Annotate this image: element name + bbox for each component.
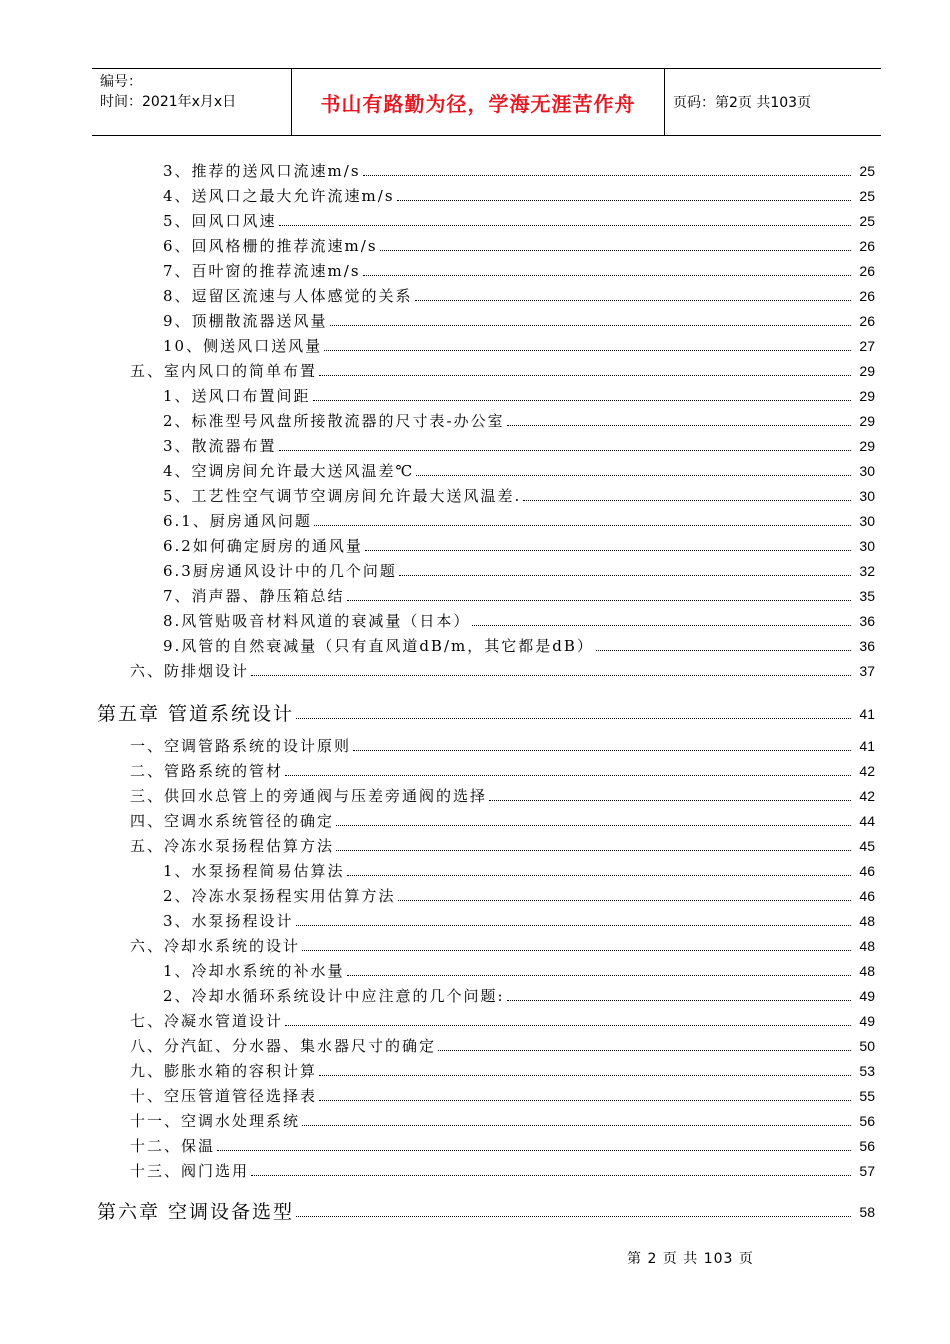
toc-entry-page: 42 <box>859 763 875 779</box>
toc-entry-title: 1、水泵扬程简易估算法 <box>163 862 345 880</box>
toc-entry-page: 41 <box>859 738 875 754</box>
toc-entry-page: 56 <box>859 1113 875 1129</box>
toc-entry-title: 9、顶棚散流器送风量 <box>163 312 328 330</box>
toc-entry[interactable] <box>0 1033 875 1055</box>
dot-leader <box>415 299 851 301</box>
dot-leader <box>363 174 851 176</box>
toc-entry-page: 30 <box>859 463 875 479</box>
dot-leader <box>251 674 851 676</box>
toc-entry[interactable] <box>0 1058 875 1080</box>
toc-entry-title: 2、标准型号风盘所接散流器的尺寸表-办公室 <box>163 412 505 430</box>
toc-entry-page: 26 <box>859 238 875 254</box>
toc-entry-page: 29 <box>859 438 875 454</box>
toc-entry-page: 30 <box>859 538 875 554</box>
dot-leader <box>365 549 851 551</box>
toc-entry-title: 第六章 空调设备选型 <box>97 1201 295 1223</box>
toc-entry-page: 49 <box>859 988 875 1004</box>
toc-entry-page: 58 <box>859 1204 875 1220</box>
dot-leader <box>319 1099 851 1101</box>
toc-entry[interactable] <box>0 758 875 780</box>
toc-entry[interactable] <box>0 1133 875 1155</box>
dot-leader <box>313 399 851 401</box>
toc-entry[interactable] <box>0 458 875 480</box>
toc-entry[interactable] <box>0 1193 875 1221</box>
toc-entry[interactable] <box>0 1083 875 1105</box>
dot-leader <box>296 924 851 926</box>
dot-leader <box>302 949 851 951</box>
toc-entry-page: 42 <box>859 788 875 804</box>
number-label: 编号： <box>100 74 142 90</box>
dot-leader <box>347 974 851 976</box>
toc-entry-title: 4、送风口之最大允许流速m/s <box>163 187 395 205</box>
dot-leader <box>523 499 851 501</box>
toc-entry-title: 6、回风格栅的推荐流速m/s <box>163 237 378 255</box>
toc-entry[interactable] <box>0 433 875 455</box>
dot-leader <box>217 1149 851 1151</box>
toc-entry-title: 十一、空调水处理系统 <box>130 1112 301 1130</box>
toc-entry[interactable] <box>0 783 875 805</box>
page-footer: 第 2 页 共 103 页 <box>627 1251 754 1267</box>
toc-entry[interactable] <box>0 383 875 405</box>
dot-leader <box>438 1049 851 1051</box>
dot-leader <box>347 874 851 876</box>
dot-leader <box>314 524 851 526</box>
toc-entry[interactable] <box>0 608 875 630</box>
dot-leader <box>397 199 851 201</box>
dot-leader <box>296 1215 851 1217</box>
toc-entry-title: 8、逗留区流速与人体感觉的关系 <box>163 287 413 305</box>
toc-entry-title: 六、防排烟设计 <box>130 662 250 680</box>
toc-entry-title: 6.2如何确定厨房的通风量 <box>163 537 363 555</box>
toc-entry-title: 6.1、厨房通风问题 <box>163 512 312 530</box>
dot-leader <box>285 774 851 776</box>
toc-entry-page: 36 <box>859 613 875 629</box>
toc-entry[interactable] <box>0 158 875 180</box>
toc-entry[interactable] <box>0 858 875 880</box>
toc-entry[interactable] <box>0 583 875 605</box>
toc-entry[interactable] <box>0 908 875 930</box>
toc-entry[interactable] <box>0 1008 875 1030</box>
dot-leader <box>285 1024 851 1026</box>
dot-leader <box>330 324 851 326</box>
toc-entry-page: 48 <box>859 913 875 929</box>
toc-entry-title: 5、工艺性空气调节空调房间允许最大送风温差. <box>163 487 522 505</box>
toc-entry-title: 2、冷却水循环系统设计中应注意的几个问题: <box>163 987 505 1005</box>
toc-entry[interactable] <box>0 258 875 280</box>
dot-leader <box>399 574 851 576</box>
toc-entry-page: 57 <box>859 1163 875 1179</box>
dot-leader <box>489 799 851 801</box>
toc-entry-page: 26 <box>859 288 875 304</box>
dot-leader <box>507 999 851 1001</box>
dot-leader <box>398 899 851 901</box>
header-page-cell <box>665 69 881 135</box>
toc-entry-title: 五、室内风口的简单布置 <box>130 362 318 380</box>
dot-leader <box>324 349 851 351</box>
toc-entry-title: 3、散流器布置 <box>163 437 277 455</box>
toc-entry-page: 45 <box>859 838 875 854</box>
toc-entry-page: 41 <box>859 706 875 722</box>
toc-entry[interactable] <box>0 1108 875 1130</box>
header-motto-cell <box>292 69 665 135</box>
toc-entry[interactable] <box>0 233 875 255</box>
toc-entry[interactable] <box>0 833 875 855</box>
toc-entry[interactable] <box>0 695 875 723</box>
toc-entry[interactable] <box>0 408 875 430</box>
toc-entry[interactable] <box>0 883 875 905</box>
toc-entry-title: 6.3厨房通风设计中的几个问题 <box>163 562 397 580</box>
toc-entry-title: 2、冷冻水泵扬程实用估算方法 <box>163 887 396 905</box>
dot-leader <box>302 1124 851 1126</box>
toc-entry-page: 46 <box>859 888 875 904</box>
toc-entry-title: 三、供回水总管上的旁通阀与压差旁通阀的选择 <box>130 787 488 805</box>
dot-leader <box>336 824 851 826</box>
toc-entry-page: 29 <box>859 388 875 404</box>
toc-entry-title: 十三、阀门选用 <box>130 1162 250 1180</box>
dot-leader <box>319 374 851 376</box>
toc-entry-page: 27 <box>859 338 875 354</box>
toc-entry-page: 56 <box>859 1138 875 1154</box>
toc-entry-title: 8.风管贴吸音材料风道的衰减量（日本） <box>163 612 471 630</box>
dot-leader <box>251 1174 851 1176</box>
toc-entry-page: 25 <box>859 188 875 204</box>
toc-entry-page: 53 <box>859 1063 875 1079</box>
toc-entry-page: 48 <box>859 938 875 954</box>
toc-entry-page: 32 <box>859 563 875 579</box>
toc-entry-page: 29 <box>859 363 875 379</box>
toc-entry[interactable] <box>0 183 875 205</box>
toc-entry-page: 29 <box>859 413 875 429</box>
toc-entry-page: 46 <box>859 863 875 879</box>
header-meta <box>92 69 292 135</box>
dot-leader <box>336 849 851 851</box>
toc-entry-title: 3、水泵扬程设计 <box>163 912 294 930</box>
toc-entry-page: 55 <box>859 1088 875 1104</box>
toc-entry[interactable] <box>0 808 875 830</box>
toc-entry-page: 25 <box>859 213 875 229</box>
toc-entry-page: 35 <box>859 588 875 604</box>
toc-entry-title: 10、侧送风口送风量 <box>163 337 323 355</box>
toc-entry-page: 26 <box>859 263 875 279</box>
toc-entry-page: 26 <box>859 313 875 329</box>
dot-leader <box>472 624 851 626</box>
toc-entry[interactable] <box>0 933 875 955</box>
toc-entry-title: 5、回风口风速 <box>163 212 277 230</box>
motto: 书山有路勤为径，学海无涯苦作舟 <box>320 91 636 116</box>
toc-entry-title: 四、空调水系统管径的确定 <box>130 812 335 830</box>
dot-leader <box>319 1074 851 1076</box>
toc-entry[interactable] <box>0 658 875 680</box>
toc-entry-title: 六、冷却水系统的设计 <box>130 937 301 955</box>
toc-entry[interactable] <box>0 508 875 530</box>
toc-entry-title: 7、百叶窗的推荐流速m/s <box>163 262 361 280</box>
dot-leader <box>416 474 851 476</box>
toc-entry-title: 一、空调管路系统的设计原则 <box>130 737 352 755</box>
toc-entry-page: 25 <box>859 163 875 179</box>
dot-leader <box>380 249 851 251</box>
dot-leader <box>507 424 851 426</box>
dot-leader <box>279 224 851 226</box>
dot-leader <box>347 599 851 601</box>
toc-entry-title: 九、膨胀水箱的容积计算 <box>130 1062 318 1080</box>
toc-entry-page: 37 <box>859 663 875 679</box>
toc-entry-page: 30 <box>859 488 875 504</box>
toc-entry[interactable] <box>0 483 875 505</box>
toc-entry-page: 30 <box>859 513 875 529</box>
toc-entry-title: 1、送风口布置间距 <box>163 387 311 405</box>
toc-entry[interactable] <box>0 633 875 655</box>
toc-entry-title: 第五章 管道系统设计 <box>97 703 295 725</box>
toc-entry-page: 36 <box>859 638 875 654</box>
time-label: 时间：2021年x月x日 <box>100 94 237 110</box>
dot-leader <box>353 749 851 751</box>
toc-entry[interactable] <box>0 333 875 355</box>
dot-leader <box>279 449 851 451</box>
toc-entry-page: 48 <box>859 963 875 979</box>
toc-entry-title: 十二、保温 <box>130 1137 216 1155</box>
toc-entry-title: 十、空压管道管径选择表 <box>130 1087 318 1105</box>
toc-entry-page: 50 <box>859 1038 875 1054</box>
toc-entry[interactable] <box>0 733 875 755</box>
dot-leader <box>296 717 851 719</box>
toc-entry[interactable] <box>0 533 875 555</box>
toc-entry-title: 4、空调房间允许最大送风温差℃ <box>163 462 415 480</box>
toc-entry-title: 1、冷却水系统的补水量 <box>163 962 345 980</box>
toc-entry[interactable] <box>0 958 875 980</box>
toc-entry-title: 7、消声器、静压箱总结 <box>163 587 345 605</box>
toc-entry[interactable] <box>0 208 875 230</box>
toc-entry-page: 44 <box>859 813 875 829</box>
toc-entry[interactable] <box>0 558 875 580</box>
toc-entry-title: 八、分汽缸、分水器、集水器尺寸的确定 <box>130 1037 437 1055</box>
toc-entry[interactable] <box>0 983 875 1005</box>
toc-entry-title: 3、推荐的送风口流速m/s <box>163 162 361 180</box>
toc-entry-title: 9.风管的自然衰减量（只有直风道dB/m，其它都是dB） <box>163 637 594 655</box>
toc-entry-page: 49 <box>859 1013 875 1029</box>
page-label: 页码：第2页 共103页 <box>673 95 812 111</box>
dot-leader <box>363 274 851 276</box>
toc-entry-title: 七、冷凝水管道设计 <box>130 1012 284 1030</box>
toc-entry[interactable] <box>0 308 875 330</box>
toc-entry[interactable] <box>0 358 875 380</box>
toc-entry-title: 五、冷冻水泵扬程估算方法 <box>130 837 335 855</box>
page-header <box>92 68 881 136</box>
toc-entry[interactable] <box>0 1158 875 1180</box>
toc-entry[interactable] <box>0 283 875 305</box>
dot-leader <box>596 649 851 651</box>
toc-entry-title: 二、管路系统的管材 <box>130 762 284 780</box>
